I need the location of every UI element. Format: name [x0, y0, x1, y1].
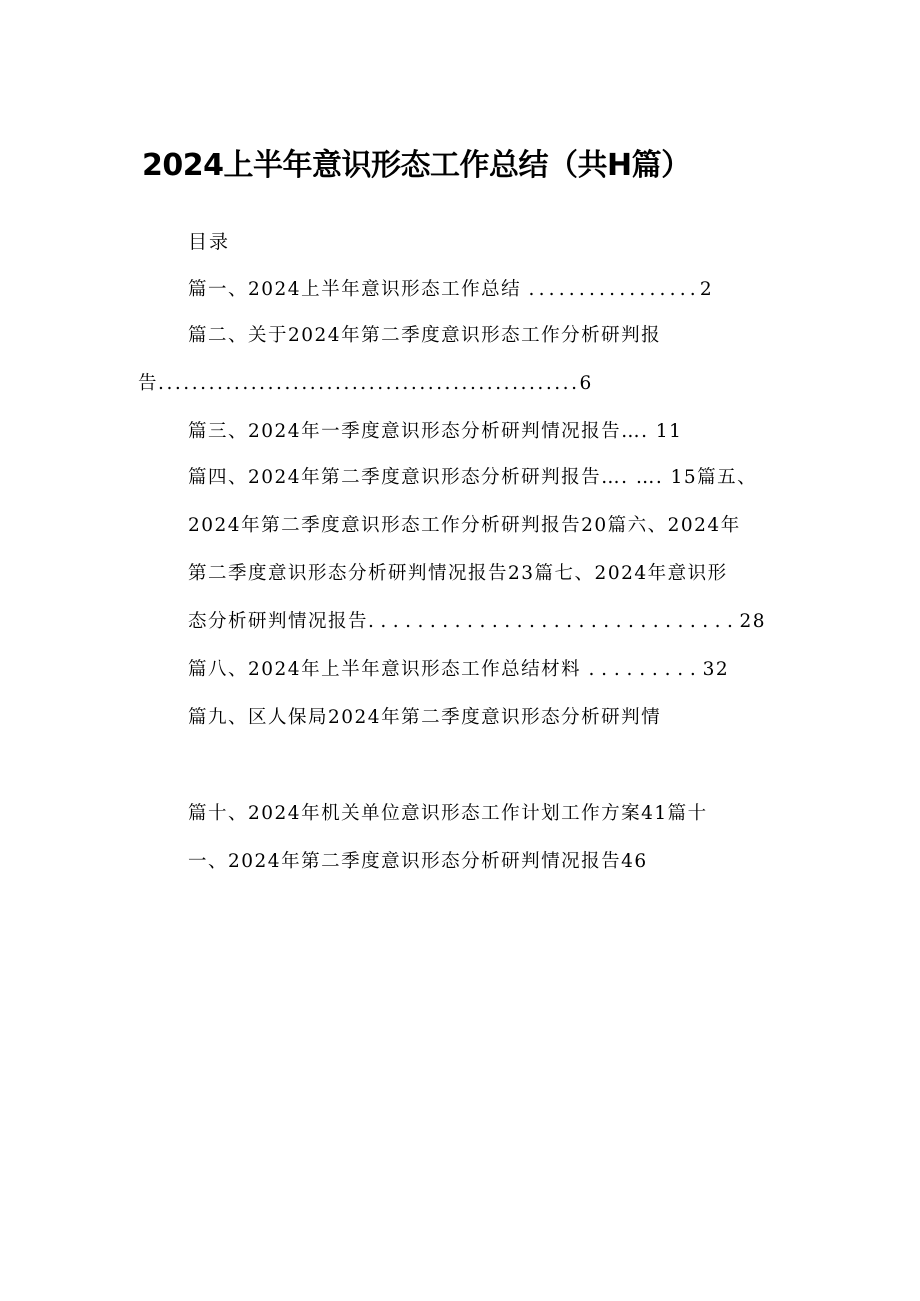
toc-entry-text: 篇二、关于2024年第二季度意识形态工作分析研判报 [188, 325, 662, 346]
toc-page-number: 28 [739, 611, 766, 632]
toc-entry-text: 篇一、2024上半年意识形态工作总结 [188, 279, 522, 300]
toc-entry-text: 篇三、2024年一季度意识形态分析研判情况报告…. 11 [188, 421, 683, 442]
toc-entry-text: 2024年第二季度意识形态工作分析研判报告20篇六、2024年 [188, 515, 741, 536]
toc-entry-9 [188, 704, 661, 732]
toc-entry-text: 篇九、区人保局2024年第二季度意识形态分析研判情 [188, 707, 662, 728]
toc-leader-dots: ................. [528, 279, 700, 300]
toc-entry-1 [188, 276, 713, 304]
toc-page-number: 6 [579, 373, 593, 394]
toc-entry-2 [188, 322, 661, 350]
toc-page-number: 32 [702, 659, 730, 680]
toc-entry-text: 篇八、2024年上半年意识形态工作总结材料 [188, 659, 582, 680]
toc-entry-text: 告 [138, 373, 159, 394]
toc-page-number: 2 [699, 279, 714, 300]
toc-entry-6 [188, 560, 728, 588]
toc-leader-dots: .............................. [368, 611, 740, 632]
toc-entry-text: 一、2024年第二季度意识形态分析研判情况报告46 [188, 851, 648, 872]
toc-heading: 目录 [188, 231, 231, 253]
toc-entry-text: 态分析研判情况报告 [188, 611, 369, 632]
toc-leader-dots: .................................................. [158, 373, 580, 394]
document-title: 2024上半年意识形态工作总结（共H篇） [142, 148, 691, 183]
toc-leader-dots: ......... [588, 659, 703, 680]
toc-entry-text: 第二季度意识形态分析研判情况报告23篇七、2024年意识形 [188, 563, 728, 584]
toc-entry-text: 篇十、2024年机关单位意识形态工作计划工作方案41篇十 [188, 803, 708, 824]
toc-entry-3 [188, 418, 682, 446]
toc-entry-10 [188, 800, 708, 828]
toc-entry-8 [188, 656, 729, 684]
toc-entry-text: 篇四、2024年第二季度意识形态分析研判报告…. …. 15篇五、 [188, 467, 758, 488]
toc-entry-2-cont [138, 370, 593, 398]
toc-entry-7 [188, 608, 766, 636]
toc-entry-4 [188, 464, 757, 492]
toc-entry-11 [188, 848, 648, 876]
toc-entry-5 [188, 512, 741, 540]
